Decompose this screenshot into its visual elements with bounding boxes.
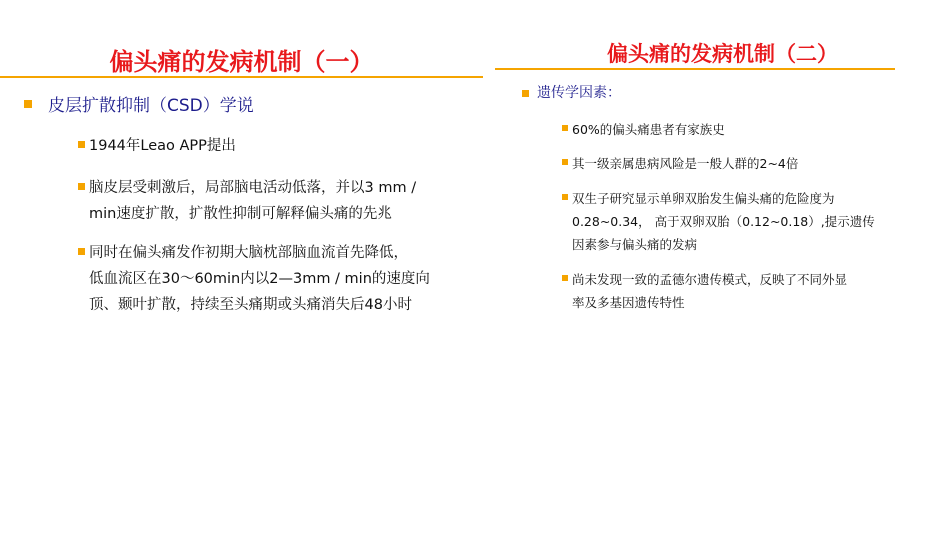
right-slide: [495, 0, 950, 535]
square-bullet-icon: [562, 125, 568, 131]
right-title-underline: [495, 68, 895, 70]
square-bullet-icon: [78, 248, 85, 255]
list-item-text: 双生子研究显示单卵双胎发生偏头痛的危险度为 0.28~0.34， 高于双卵双胎（0.12~0.18）,提示遗传 因素参与偏头痛的发病: [572, 191, 875, 252]
square-bullet-icon: [562, 159, 568, 165]
list-item-text: 60%的偏头痛患者有家族史: [572, 122, 725, 137]
square-bullet-icon: [562, 194, 568, 200]
square-bullet-icon: [24, 100, 32, 108]
right-heading: 遗传学因素：: [537, 85, 621, 101]
right-slide-title: 偏头痛的发病机制（二）: [607, 42, 838, 66]
square-bullet-icon: [562, 275, 568, 281]
list-item-text: 尚未发现一致的孟德尔遗传模式，反映了不同外显 率及多基因遗传特性: [572, 272, 848, 310]
left-heading: 皮层扩散抑制（CSD）学说: [48, 96, 254, 116]
list-item-text: 同时在偏头痛发作初期大脑枕部脑血流首先降低， 低血流区在30～60min内以2—3mm / min的速度向 顶、颞叶扩散，持续至头痛期或头痛消失后48小时: [89, 245, 430, 313]
left-title-underline: [0, 76, 483, 78]
list-item-text: 1944年Leao APP提出: [89, 138, 236, 154]
list-item-text: 脑皮层受刺激后，局部脑电活动低落，并以3 mm / min速度扩散，扩散性抑制可解释偏头痛的先兆: [89, 180, 417, 222]
square-bullet-icon: [522, 90, 529, 97]
list-item-text: 其一级亲属患病风险是一般人群的2~4倍: [572, 156, 799, 171]
square-bullet-icon: [78, 141, 85, 148]
square-bullet-icon: [78, 183, 85, 190]
left-slide-title: 偏头痛的发病机制（一）: [109, 48, 374, 76]
